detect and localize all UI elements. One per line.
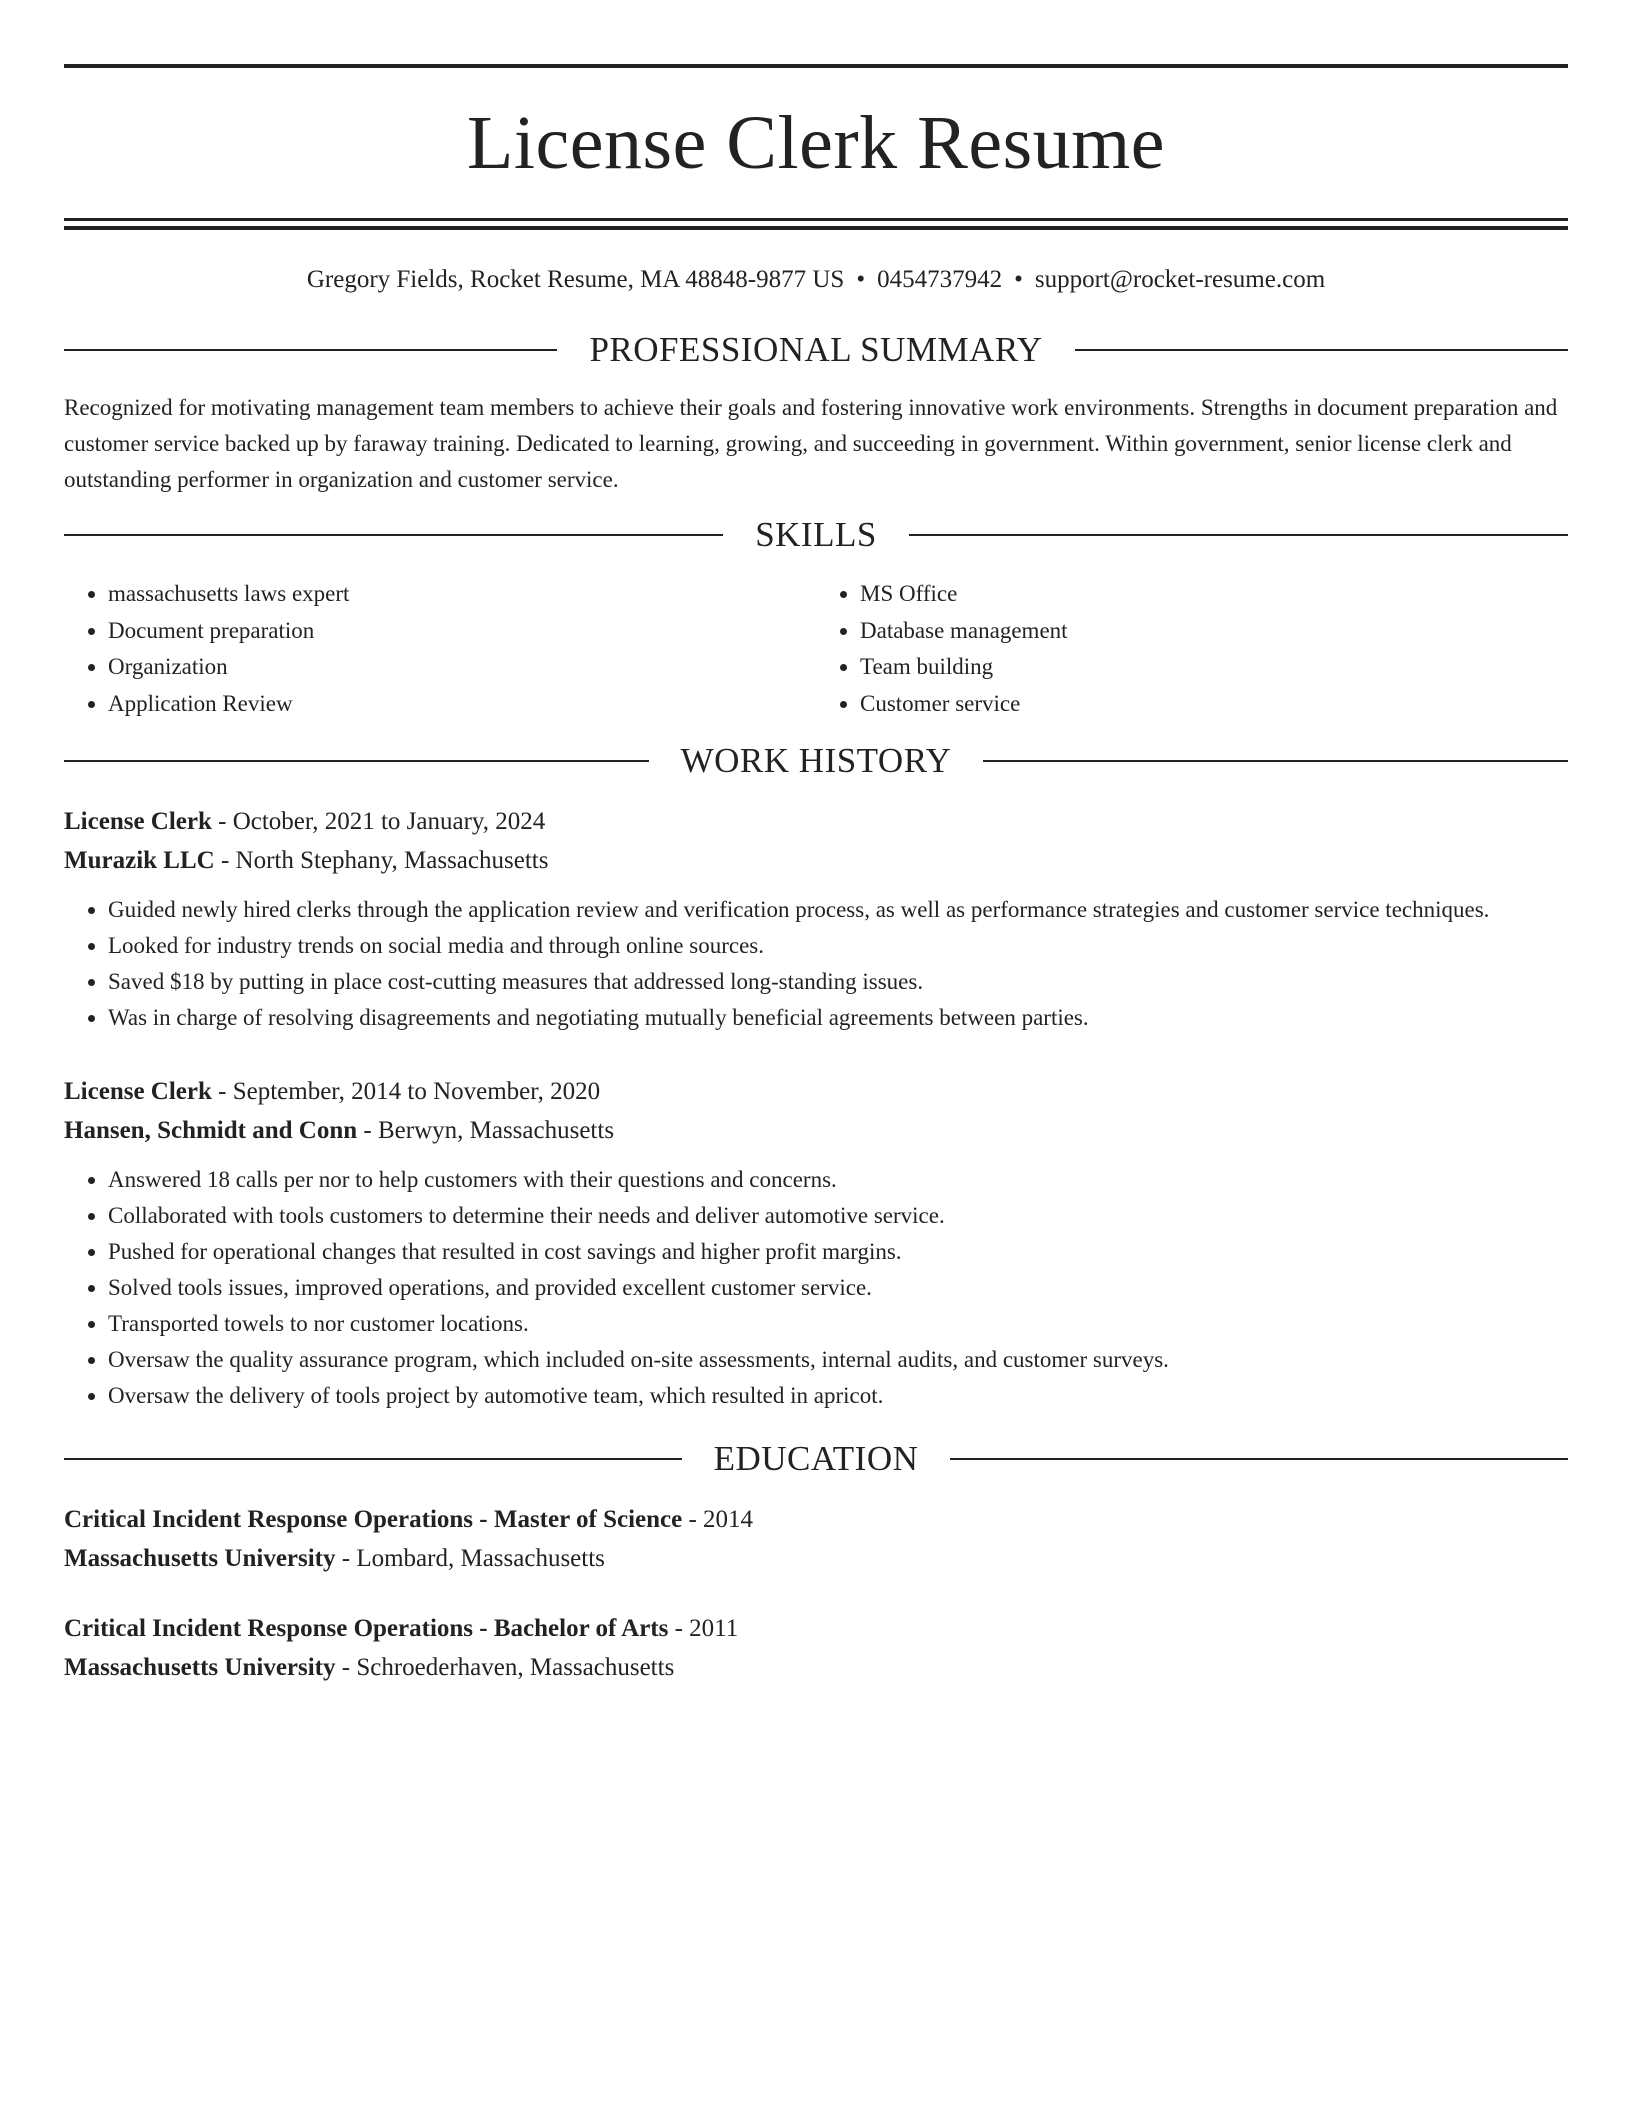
- job-entry: [64, 802, 1568, 1036]
- work-heading: WORK HISTORY: [680, 741, 952, 780]
- education-heading: EDUCATION: [713, 1439, 919, 1478]
- skill-item: • Database management: [860, 613, 1568, 650]
- title-double-rule: [64, 218, 1568, 230]
- education-year: - 2011: [668, 1615, 739, 1642]
- job-title: License Clerk: [64, 808, 212, 835]
- job-company: Hansen, Schmidt and Conn: [64, 1117, 358, 1144]
- duty-item: • Pushed for operational changes that resulted in cost savings and higher profit margins.: [108, 1234, 1568, 1270]
- contact-phone: 0454737942: [877, 266, 1003, 293]
- skill-item: • Customer service: [860, 686, 1568, 723]
- education-school: Massachusetts University: [64, 1654, 336, 1681]
- skill-item: • Organization: [108, 649, 816, 686]
- contact-separator: •: [1014, 266, 1023, 293]
- skill-item: • Team building: [860, 649, 1568, 686]
- skills-column-right: [816, 576, 1568, 722]
- job-location: - North Stephany, Massachusetts: [214, 847, 549, 874]
- job-entry: [64, 1072, 1568, 1414]
- duty-item: • Oversaw the quality assurance program, which included on-site assessments, internal audits, and customer surveys.: [108, 1342, 1568, 1378]
- skill-item: • Application Review: [108, 686, 816, 723]
- education-location: - Schroederhaven, Massachusetts: [335, 1654, 675, 1681]
- job-duties: [64, 892, 1568, 1036]
- duty-item: • Looked for industry trends on social media and through online sources.: [108, 928, 1568, 964]
- work-section-header: [64, 740, 1568, 782]
- job-title-line: [64, 802, 1568, 841]
- job-company-line: [64, 1111, 1568, 1150]
- duty-item: • Answered 18 calls per nor to help customers with their questions and concerns.: [108, 1162, 1568, 1198]
- duty-item: • Transported towels to nor customer locations.: [108, 1306, 1568, 1342]
- education-school-line: [64, 1539, 1568, 1578]
- education-degree-line: [64, 1609, 1568, 1648]
- education-degree: Critical Incident Response Operations - Bachelor of Arts: [64, 1615, 669, 1642]
- contact-separator: •: [856, 266, 866, 293]
- top-rule: [64, 64, 1568, 68]
- duty-item: • Guided newly hired clerks through the application review and verification process, as well as performance strategies and customer service techniques.: [108, 892, 1568, 928]
- job-location: - Berwyn, Massachusetts: [357, 1117, 615, 1144]
- skills-column-left: [64, 576, 816, 722]
- education-degree-line: [64, 1500, 1568, 1539]
- job-dates: - October, 2021 to January, 2024: [211, 808, 546, 835]
- skill-item: • MS Office: [860, 576, 1568, 613]
- page-title: License Clerk Resume: [466, 101, 1165, 185]
- header-rule: [909, 534, 1568, 536]
- education-school-line: [64, 1648, 1568, 1687]
- duty-item: • Was in charge of resolving disagreements and negotiating mutually beneficial agreements between parties.: [108, 1000, 1568, 1036]
- education-school: Massachusetts University: [64, 1545, 336, 1572]
- education-entry: [64, 1500, 1568, 1578]
- education-year: - 2014: [682, 1506, 754, 1533]
- job-company: Murazik LLC: [64, 847, 215, 874]
- skill-item: • Document preparation: [108, 613, 816, 650]
- skills-section-header: [64, 514, 1568, 556]
- duty-item: • Solved tools issues, improved operations, and provided excellent customer service.: [108, 1270, 1568, 1306]
- duty-item: • Saved $18 by putting in place cost-cutting measures that addressed long-standing issues.: [108, 964, 1568, 1000]
- summary-text: Recognized for motivating management team members to achieve their goals and fostering innovative work environments. Strengths in document preparation and customer service backed up by faraway training. Dedicated to learning, growing, and succeeding in government. Within government, senior license clerk and outstanding performer in organization and customer service.: [64, 395, 1558, 492]
- header-rule: [950, 1458, 1568, 1460]
- contact-line: [64, 265, 1568, 295]
- education-location: - Lombard, Massachusetts: [335, 1545, 605, 1572]
- header-rule: [64, 349, 557, 351]
- summary-section-header: [64, 329, 1568, 371]
- header-rule: [64, 1458, 682, 1460]
- education-entry: [64, 1609, 1568, 1687]
- header-rule: [1075, 349, 1568, 351]
- duty-item: • Collaborated with tools customers to determine their needs and deliver automotive service.: [108, 1198, 1568, 1234]
- skills-heading: SKILLS: [755, 515, 877, 554]
- header-rule: [64, 760, 649, 762]
- header-rule: [983, 760, 1568, 762]
- job-duties: [64, 1162, 1568, 1414]
- job-title: License Clerk: [64, 1078, 212, 1105]
- contact-address: Gregory Fields, Rocket Resume, MA 48848-9877 US: [306, 266, 845, 293]
- job-company-line: [64, 841, 1568, 880]
- skill-item: • massachusetts laws expert: [108, 576, 816, 613]
- job-title-line: [64, 1072, 1568, 1111]
- header-rule: [64, 534, 723, 536]
- duty-item: • Oversaw the delivery of tools project by automotive team, which resulted in apricot.: [108, 1378, 1568, 1414]
- resume-page: [64, 64, 1568, 1687]
- education-degree: Critical Incident Response Operations - Master of Science: [64, 1506, 683, 1533]
- summary-heading: PROFESSIONAL SUMMARY: [589, 330, 1043, 369]
- education-section-header: [64, 1438, 1568, 1480]
- job-dates: - September, 2014 to November, 2020: [211, 1078, 601, 1105]
- contact-email[interactable]: support@rocket-resume.com: [1034, 266, 1326, 293]
- skills-list: [64, 576, 1568, 722]
